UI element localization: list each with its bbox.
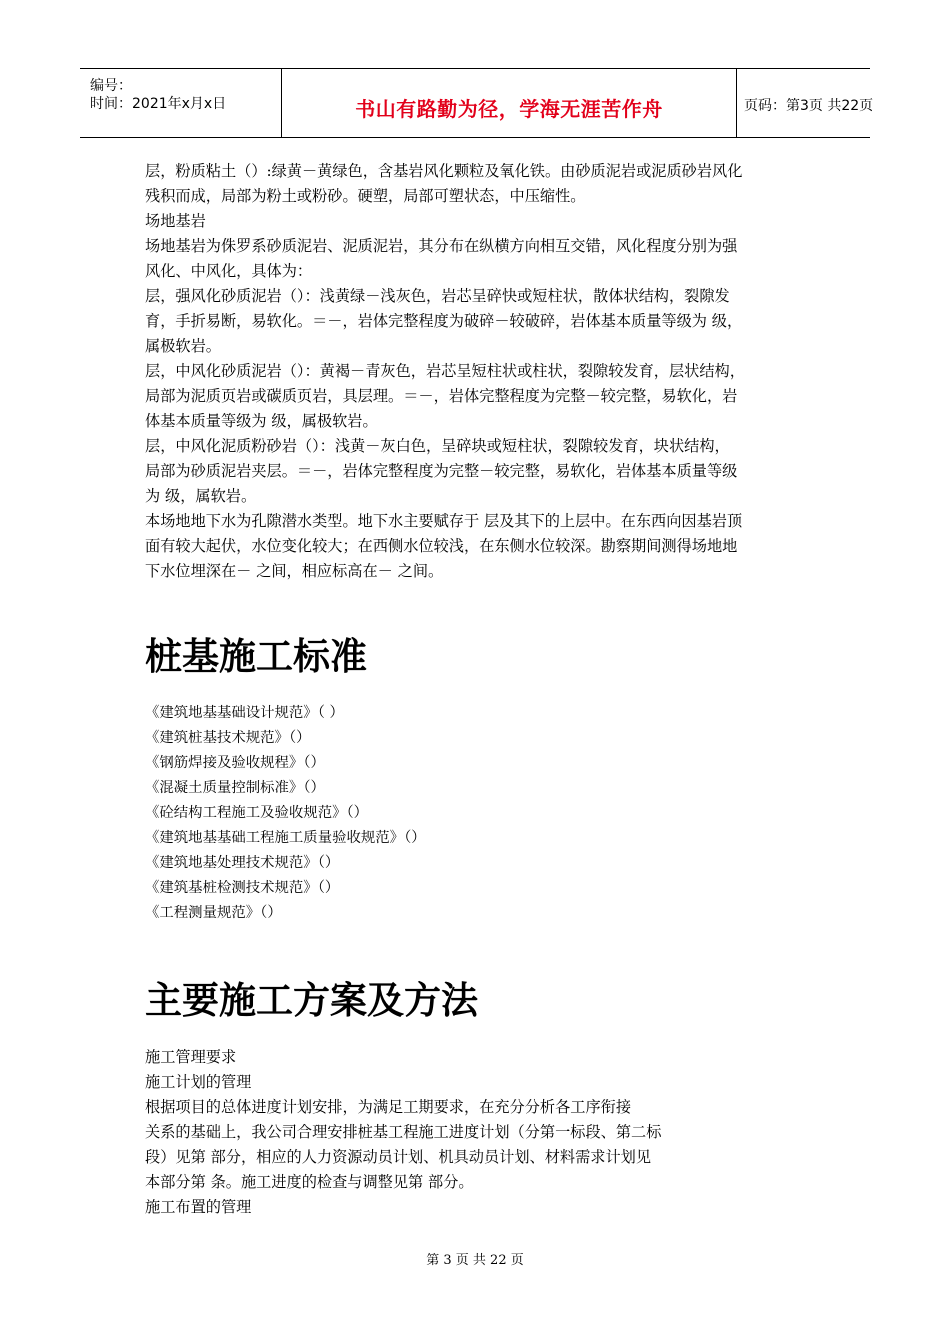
page-footer: 第 3 页 共 22 页	[426, 1253, 524, 1268]
section-heading: 主要施工方案及方法	[145, 978, 478, 1022]
text-line: 场地基岩为侏罗系砂质泥岩、泥质泥岩，其分布在纵横方向相互交错，风化程度分别为强	[145, 237, 738, 255]
text-line: 面有较大起伏，水位变化较大；在西侧水位较浅，在东侧水位较深。勘察期间测得场地地	[145, 537, 738, 555]
text-line: 属极软岩。	[145, 337, 221, 355]
standard-item: 《混凝土质量控制标准》（）	[145, 780, 325, 796]
document-number-label: 编号：	[90, 78, 132, 94]
standard-item: 《工程测量规范》（）	[145, 905, 282, 921]
standard-item: 《钢筋焊接及验收规程》（）	[145, 755, 325, 771]
section-heading: 桩基施工标准	[145, 634, 367, 678]
text-line: 风化、中风化，具体为：	[145, 262, 313, 280]
text-line: 体基本质量等级为 级，属极软岩。	[145, 412, 378, 430]
standard-item: 《建筑基桩检测技术规范》（）	[145, 880, 340, 896]
document-time-label: 时间：2021年x月x日	[90, 96, 227, 112]
text-line: 残积而成，局部为粉土或粉砂。硬塑，局部可塑状态，中压缩性。	[145, 187, 586, 205]
text-line: 为 级，属软岩。	[145, 487, 257, 505]
text-line: 段）见第 部分，相应的人力资源动员计划、机具动员计划、材料需求计划见	[145, 1148, 652, 1166]
header-motto: 书山有路勤为径，学海无涯苦作舟	[355, 97, 663, 121]
standard-item: 《砼结构工程施工及验收规范》（）	[145, 805, 369, 821]
text-line: 施工管理要求	[145, 1048, 237, 1066]
text-line: 施工计划的管理	[145, 1073, 252, 1091]
text-line: 层，强风化砂质泥岩（）：浅黄绿－浅灰色，岩芯呈碎快或短柱状，散体状结构，裂隙发	[145, 287, 730, 305]
page-header	[80, 68, 874, 138]
text-line: 层，粉质粘土（）:绿黄－黄绿色，含基岩风化颗粒及氧化铁。由砂质泥岩或泥质砂岩风化	[145, 162, 743, 180]
text-line: 育，手折易断，易软化。＝－，岩体完整程度为破碎－较破碎，岩体基本质量等级为 级，	[145, 312, 743, 330]
header-motto-cell	[281, 69, 737, 137]
header-left-cell	[80, 69, 281, 137]
text-line: 层，中风化泥质粉砂岩（）：浅黄－灰白色，呈碎块或短柱状，裂隙较发育，块状结构，	[145, 437, 730, 455]
standard-item: 《建筑地基基础工程施工质量验收规范》（）	[145, 830, 426, 846]
text-line: 层，中风化砂质泥岩（）：黄褐－青灰色，岩芯呈短柱状或柱状，裂隙较发育，层状结构，	[145, 362, 745, 380]
text-line: 关系的基础上，我公司合理安排桩基工程施工进度计划（分第一标段、第二标	[145, 1123, 662, 1141]
text-line: 下水位埋深在－ 之间，相应标高在－ 之间。	[145, 562, 444, 580]
standard-item: 《建筑地基处理技术规范》（）	[145, 855, 340, 871]
standard-item: 《建筑地基基础设计规范》（ ）	[145, 705, 344, 721]
standard-item: 《建筑桩基技术规范》（）	[145, 730, 311, 746]
text-line: 局部为泥质页岩或碳质页岩，具层理。＝－，岩体完整程度为完整－较完整，易软化，岩	[145, 387, 738, 405]
text-line: 本部分第 条。施工进度的检查与调整见第 部分。	[145, 1173, 474, 1191]
text-line: 施工布置的管理	[145, 1198, 252, 1216]
header-page-cell	[736, 69, 874, 137]
text-line: 根据项目的总体进度计划安排，为满足工期要求，在充分分析各工序衔接	[145, 1098, 631, 1116]
text-line: 场地基岩	[145, 212, 206, 230]
text-line: 本场地地下水为孔隙潜水类型。地下水主要赋存于 层及其下的上层中。在东西向因基岩顶	[145, 512, 743, 530]
header-page-info: 页码：第3页 共22页	[744, 98, 874, 114]
text-line: 局部为砂质泥岩夹层。＝－，岩体完整程度为完整－较完整，易软化，岩体基本质量等级	[145, 462, 738, 480]
